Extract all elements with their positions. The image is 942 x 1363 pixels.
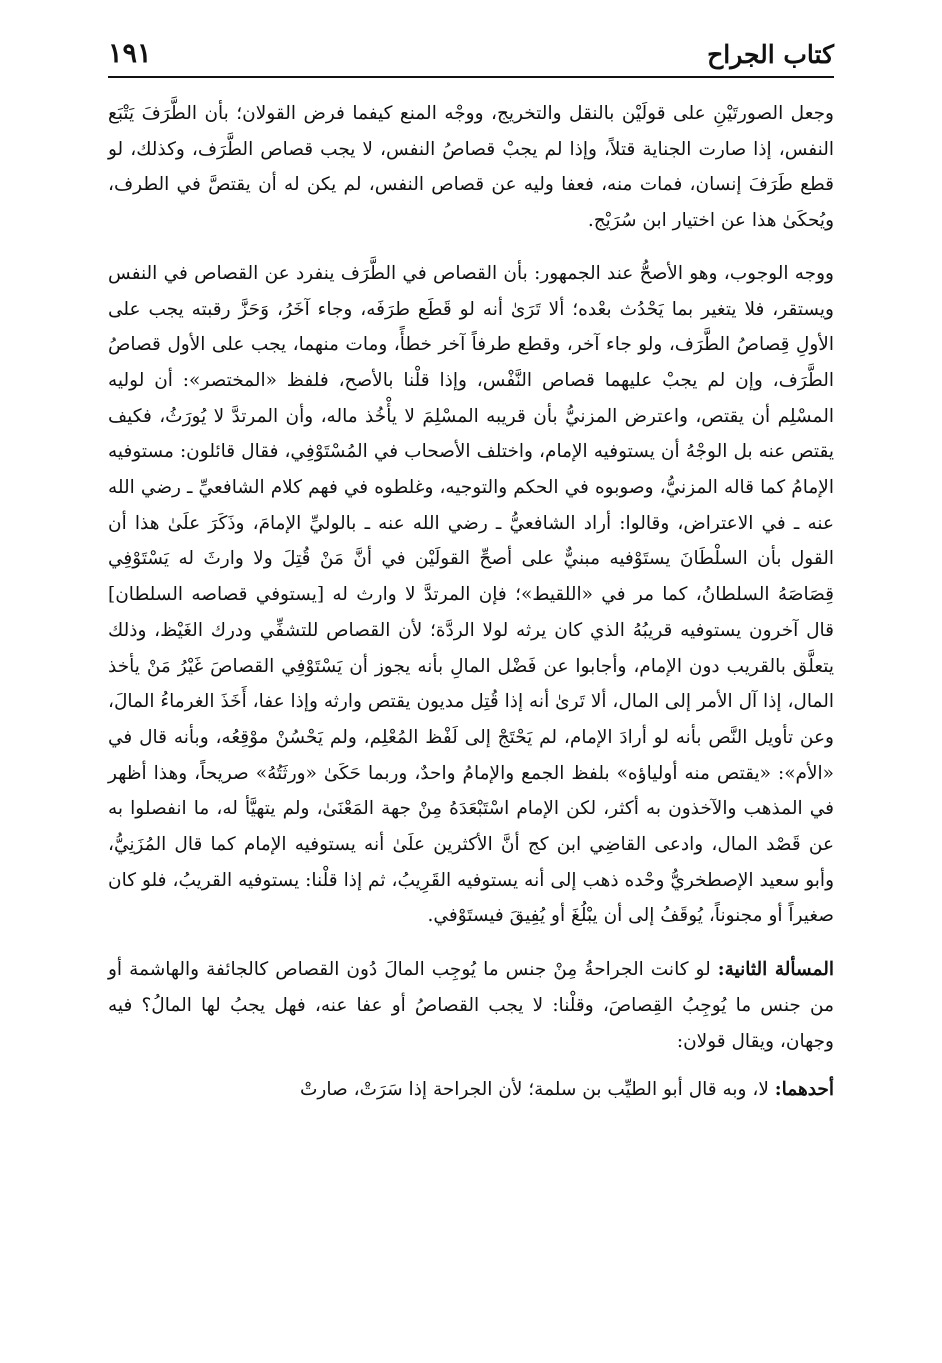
page-number: ١٩١: [108, 38, 152, 69]
paragraph-4-heading: أحدهما:: [774, 1079, 834, 1101]
running-title: كتاب الجراح: [707, 40, 834, 69]
paragraph-4: [108, 1072, 834, 1108]
paragraph-4-text: لا، وبه قال أبو الطيِّب بن سلمة؛ لأن الجراحة إذا سَرَتْ، صارتْ: [300, 1079, 775, 1101]
paragraph-2: [108, 256, 834, 934]
paragraph-2-text: ووجه الوجوب، وهو الأصحُّ عند الجمهور: بأن القصاص في الطَّرَف ينفرد عن القصاص في النفس ويستقر، فلا يتغير بما يَحْدُث بعْده؛ ألا تَرَىٰ أنه لو قَطَع طرَفَه، وجاء آخَرُ، وَحَزَّ رقبته يجب على الأولِ قِصاصُ الطَّرَف، ولو جاء آخر، وقطع طرفاً آخر خطأً، ومات منهما، يجب على الأول قصاصُ الطَّرَف، وإن لم يجبْ عليهما قصاص النَّفْس، وإذا قلْنا بالأصح، فلفظ «المختصر»: أن لوليه المسْلِم أن يقتص، واعترض المزنيُّ بأن قريبه المسْلِمَ لا يأْخُذ ماله، وأن المرتدَّ لا يُورَثُ، فكيف يقتص عنه بل الوجْهُ أن يستوفيه الإمام، واختلف الأصحاب في المُسْتَوْفِي، فقال قائلون: مستوفيه الإمامُ كما قاله المزنيُّ، وصوبوه في الحكم والتوجيه، وغلطوه في فهم كلام الشافعيِّ ـ رضي الله عنه ـ في الاعتراض، وقالوا: أراد الشافعيُّ ـ رضي الله عنه ـ بالوليِّ الإمامَ، وذَكَرَ علَىٰ هذا أن القول بأن السلْطَانَ يستَوْفيه مبنيٌّ على أصحِّ القولَيْن في أنَّ مَنْ قُتِلَ ولا وارثَ له يَسْتَوْفِي قِصَاصَهُ السلطانُ، كما مر في «اللقيط»؛ فإن المرتدَّ لا وارث له [يستوفي قصاصه السلطان] قال آخرون يستوفيه قريبُهُ الذي كان يرثه لولا الردَّة؛ لأن القصاص للتشفِّي ودرك الغَيْظ، وذلك يتعلَّق بالقريب دون الإمام، وأجابوا عن فَضْل المالِ بأنه يجوز أن يَسْتَوْفِي القصاصَ غَيْرُ مَنْ يأخذ المال، إذا آل الأمر إلى المال، ألا تَرىٰ أنه إذا قُتِل مديون يقتص وارثه وإذا عفا، أَخَذَ الغرماءُ المالَ، وعن تأويل النَّص بأنه لو أرادَ الإمام، لم يَحْتَجْ إلى لَفْظ المُعْلِم، ولم يَحْسُنْ موْقِعُه، وبأنه قال في «الأم»: «يقتص منه أولياؤه» بلفظ الجمع والإمامُ واحدٌ، وربما حَكَىٰ «ورثَتُهُ» صريحاً، وهذا أظهر في المذهب والآخذون به أكثر، لكن الإمام اسْتَبْعَدَهُ مِنْ جهة المَعْنَىٰ، ولم يتهيَّأ له، ما انفصلوا به عن قَصْد المال، وادعى القاضِي ابن كج أنَّ الأكثرين علَىٰ أنه يستوفيه الإمام كما قال المُزَنِيُّ، وأبو سعيد الإصطخريُّ وحْده ذهب إلى أنه يستوفيه القَرِيبُ، ثم إذا قلْنا: يستوفيه القريبُ، فلو كان صغيراً أو مجنوناً، يُوقَفُ إلى أن يبْلُغَ أو يُفِيقَ فيستَوْفي.: [108, 262, 834, 927]
page-header: [108, 30, 834, 78]
paragraph-1-text: وجعل الصورتَيْنِ على قولَيْن بالنقل والتخريج، ووجْه المنع كيفما فرض القولان؛ بأن الطَّرَفَ يَتْبَع النفس، إذا صارت الجناية قتلاً، وإذا لم يجبْ قصاصُ النفس، لا يجب قصاص الطَّرَف، وكذلك، لو قطع طَرَفَ إنسان، فمات منه، فعفا وليه عن قصاص النفس، لم يكن له أن يقتصَّ في الطرف، ويُحكَىٰ هذا عن اختيار ابن سُرَيْج.: [108, 103, 834, 232]
paragraph-1: [108, 96, 834, 239]
paragraph-3: [108, 952, 834, 1059]
page-body: [108, 96, 834, 1108]
paragraph-3-heading: المسألة الثانية:: [717, 959, 834, 981]
paragraph-3-text: لو كانت الجراحةُ مِنْ جنس ما يُوجِب المالَ دُون القصاص كالجائفة والهاشمة أو من جنس ما يُوجِبُ القِصاصَ، وقلْنا: لا يجب القصاصُ أو عفا عنه، فهل يجبُ لها المالُ؟ فيه وجهان، ويقال قولان:: [108, 959, 834, 1052]
